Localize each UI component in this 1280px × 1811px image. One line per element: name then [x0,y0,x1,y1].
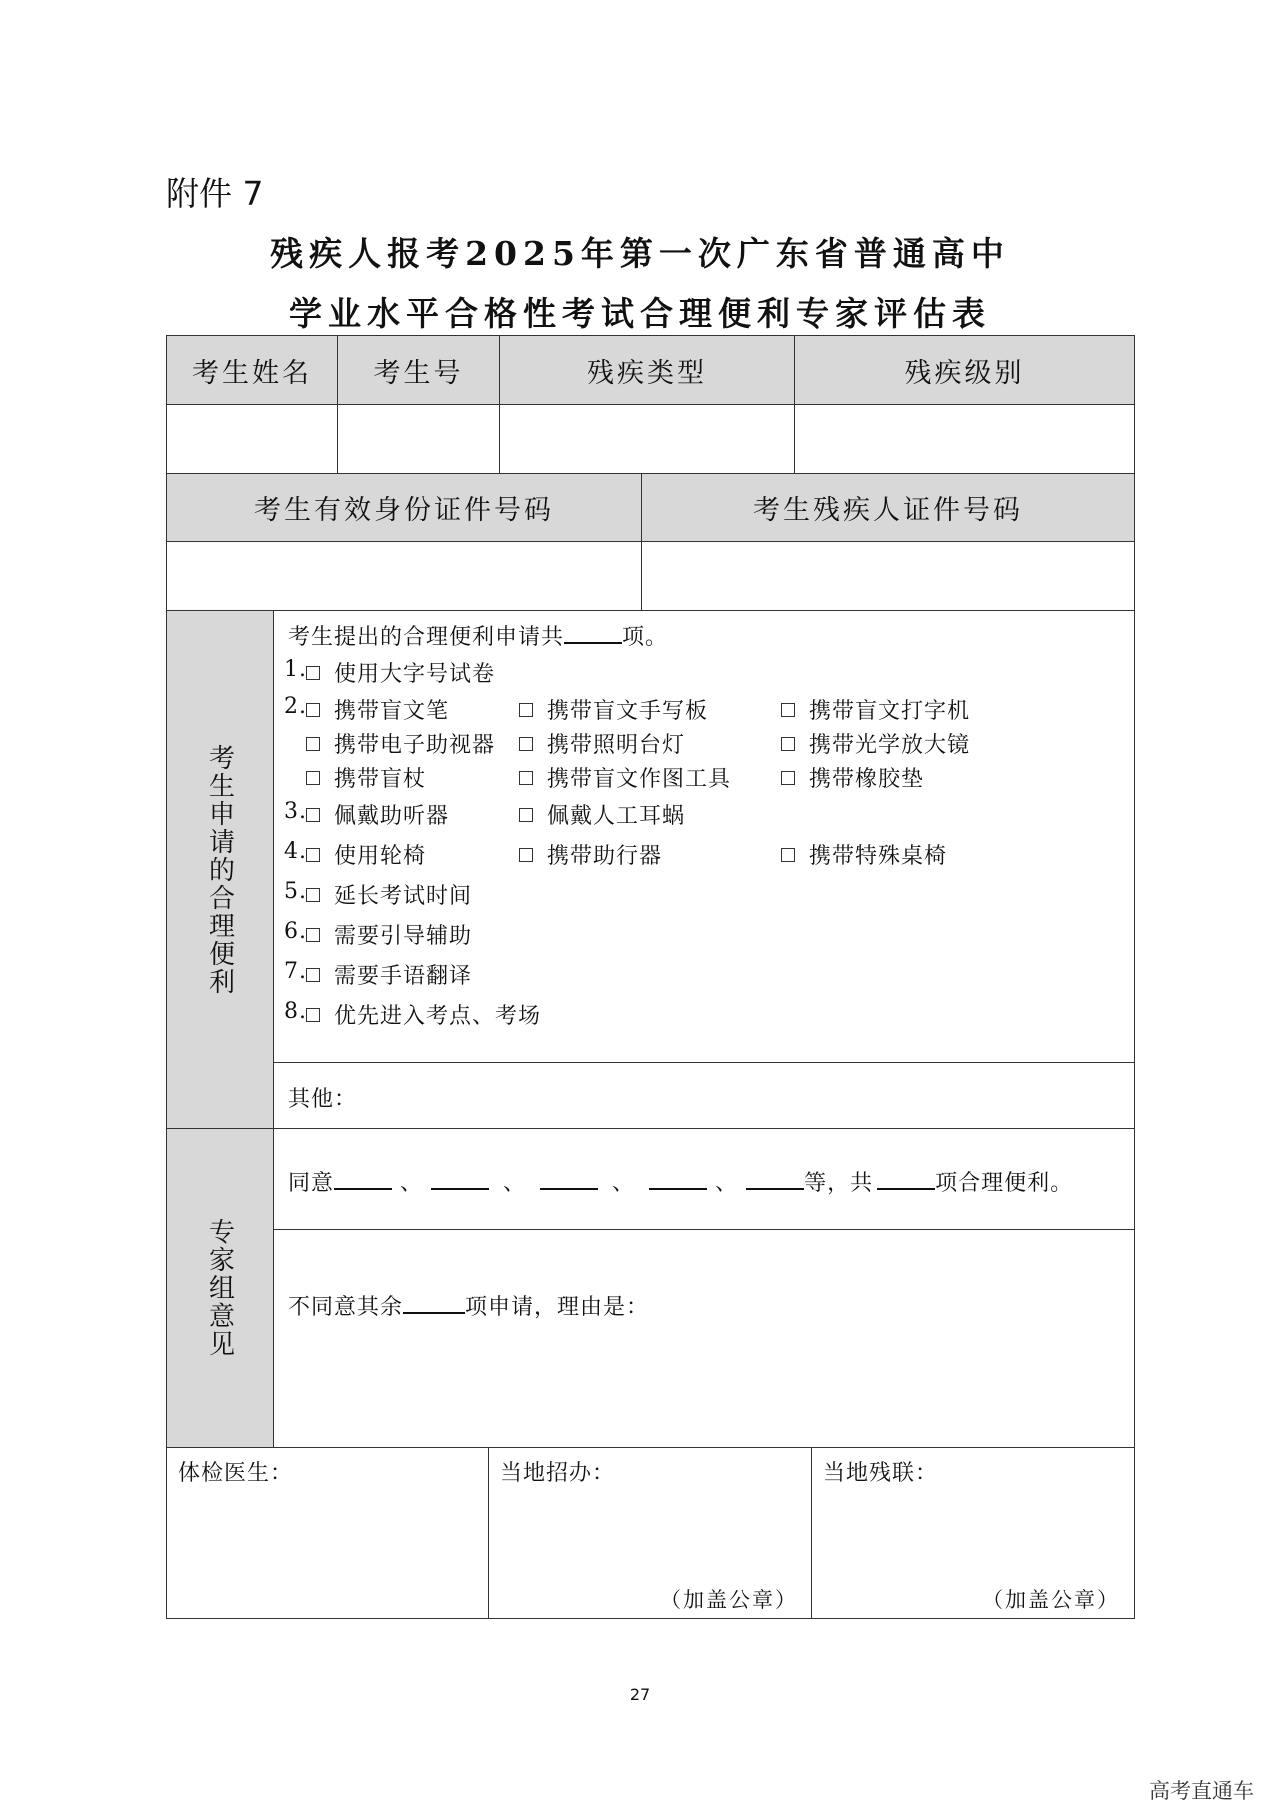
option-number: 8. [284,999,307,1024]
admissions-label: 当地招办： [500,1461,616,1486]
option-label: 携带橡胶垫 [809,767,925,792]
other-label: 其他： [288,1087,358,1112]
agree-line [288,1166,1073,1197]
option-label: 携带盲文手写板 [547,699,709,724]
checkbox[interactable] [781,737,795,751]
header-exam-number: 考生号 [337,335,500,405]
option-item[interactable] [306,694,449,725]
checkbox[interactable] [519,771,533,785]
disagree-line [288,1290,649,1321]
checkbox[interactable] [781,848,795,862]
disability-cert-number-field[interactable] [641,541,1135,611]
option-item[interactable] [306,762,426,793]
option-item[interactable] [306,879,472,910]
option-item[interactable] [781,694,970,725]
option-number: 4. [284,839,307,864]
option-label: 携带电子助视器 [334,733,496,758]
checkbox[interactable] [781,771,795,785]
option-item[interactable] [306,839,426,870]
opinion-side-label [166,1128,274,1448]
header-disability-cert-number: 考生残疾人证件号码 [641,473,1135,542]
option-number: 5. [284,879,307,904]
option-item[interactable] [306,799,449,830]
checkbox[interactable] [519,737,533,751]
checkbox[interactable] [306,703,320,717]
form-title-line-1: 残疾人报考2025年第一次广东省普通高中 [270,234,1010,273]
separator-4: 、 [715,1171,739,1196]
agree-blank-3[interactable] [540,1168,598,1190]
option-label: 携带照明台灯 [547,733,686,758]
disagree-panel [273,1229,1135,1448]
option-label: 携带特殊桌椅 [809,844,948,869]
admissions-seal-note: （加盖公章） [660,1588,798,1612]
option-label: 携带助行器 [547,844,663,869]
option-item[interactable] [306,959,472,990]
page-number: 27 [629,1685,651,1704]
exam-number-field[interactable] [337,404,500,474]
option-item[interactable] [519,762,731,793]
application-side-label [166,610,274,1129]
option-item[interactable] [306,919,472,950]
checkbox[interactable] [306,666,320,680]
option-label: 佩戴助听器 [334,804,450,829]
option-number: 2. [284,694,307,719]
option-label: 携带盲杖 [334,767,427,792]
checkbox[interactable] [519,848,533,862]
option-number: 1. [284,657,307,682]
checkbox[interactable] [306,848,320,862]
checkbox[interactable] [306,888,320,902]
other-panel [273,1062,1135,1129]
agree-prefix: 同意 [288,1171,335,1196]
agree-mid: 等，共 [804,1171,874,1196]
option-number: 7. [284,959,307,984]
agree-blank-5[interactable] [746,1168,804,1190]
option-item[interactable] [519,799,685,830]
option-label: 携带盲文作图工具 [547,767,732,792]
checkbox[interactable] [306,737,320,751]
disagree-suffix: 项申请，理由是： [465,1295,650,1320]
option-label: 携带光学放大镜 [809,733,971,758]
disagree-prefix: 不同意其余 [288,1295,404,1320]
checkbox[interactable] [306,771,320,785]
disability-level-field[interactable] [794,404,1135,474]
agree-blank-2[interactable] [431,1168,489,1190]
option-label: 携带盲文笔 [334,699,450,724]
option-number: 6. [284,919,307,944]
header-student-name: 考生姓名 [166,335,338,405]
checkbox[interactable] [306,928,320,942]
application-count-blank[interactable] [564,622,622,644]
checkbox[interactable] [781,703,795,717]
option-number: 3. [284,799,307,824]
id-number-field[interactable] [166,541,642,611]
option-item[interactable] [781,728,970,759]
watermark: 高考直通车 [1149,1779,1254,1803]
attachment-label: 附件 7 [166,174,264,213]
federation-label: 当地残联： [823,1461,939,1486]
option-label: 使用轮椅 [334,844,427,869]
option-item[interactable] [306,657,495,688]
option-label: 使用大字号试卷 [334,662,496,687]
option-label: 佩戴人工耳蜗 [547,804,686,829]
header-disability-type: 残疾类型 [499,335,795,405]
form-title-line-2: 学业水平合格性考试合理便利专家评估表 [289,294,991,333]
separator-3: 、 [612,1171,636,1196]
intro-text-after: 项。 [622,625,669,650]
checkbox[interactable] [306,808,320,822]
agree-blank-1[interactable] [334,1168,392,1190]
disagree-count-blank[interactable] [403,1292,465,1314]
federation-seal-note: （加盖公章） [982,1588,1120,1612]
disability-type-field[interactable] [499,404,795,474]
separator-1: 、 [400,1171,424,1196]
header-disability-level: 残疾级别 [794,335,1135,405]
option-item[interactable] [519,694,708,725]
option-label: 携带盲文打字机 [809,699,971,724]
option-label: 延长考试时间 [334,884,473,909]
option-label: 需要手语翻译 [334,964,473,989]
checkbox[interactable] [306,1008,320,1022]
option-item[interactable] [519,839,662,870]
application-intro [288,620,668,651]
agree-blank-4[interactable] [649,1168,707,1190]
option-label: 优先进入考点、考场 [334,1004,542,1029]
separator-2: 、 [503,1171,527,1196]
option-item[interactable] [781,839,947,870]
option-label: 需要引导辅助 [334,924,473,949]
checkbox[interactable] [519,703,533,717]
application-side-label-text: 考生申请的合理便利 [204,743,235,996]
agree-suffix: 项合理便利。 [935,1171,1074,1196]
opinion-side-label-text: 专家组意见 [204,1218,235,1358]
option-item[interactable] [306,999,541,1030]
doctor-label: 体检医生： [178,1461,294,1486]
intro-text-before: 考生提出的合理便利申请共 [288,625,565,650]
header-id-number: 考生有效身份证件号码 [166,473,642,542]
option-item[interactable] [519,728,685,759]
checkbox[interactable] [519,808,533,822]
student-name-field[interactable] [166,404,338,474]
checkbox[interactable] [306,968,320,982]
option-item[interactable] [781,762,924,793]
agree-total-blank[interactable] [877,1168,935,1190]
option-item[interactable] [306,728,495,759]
